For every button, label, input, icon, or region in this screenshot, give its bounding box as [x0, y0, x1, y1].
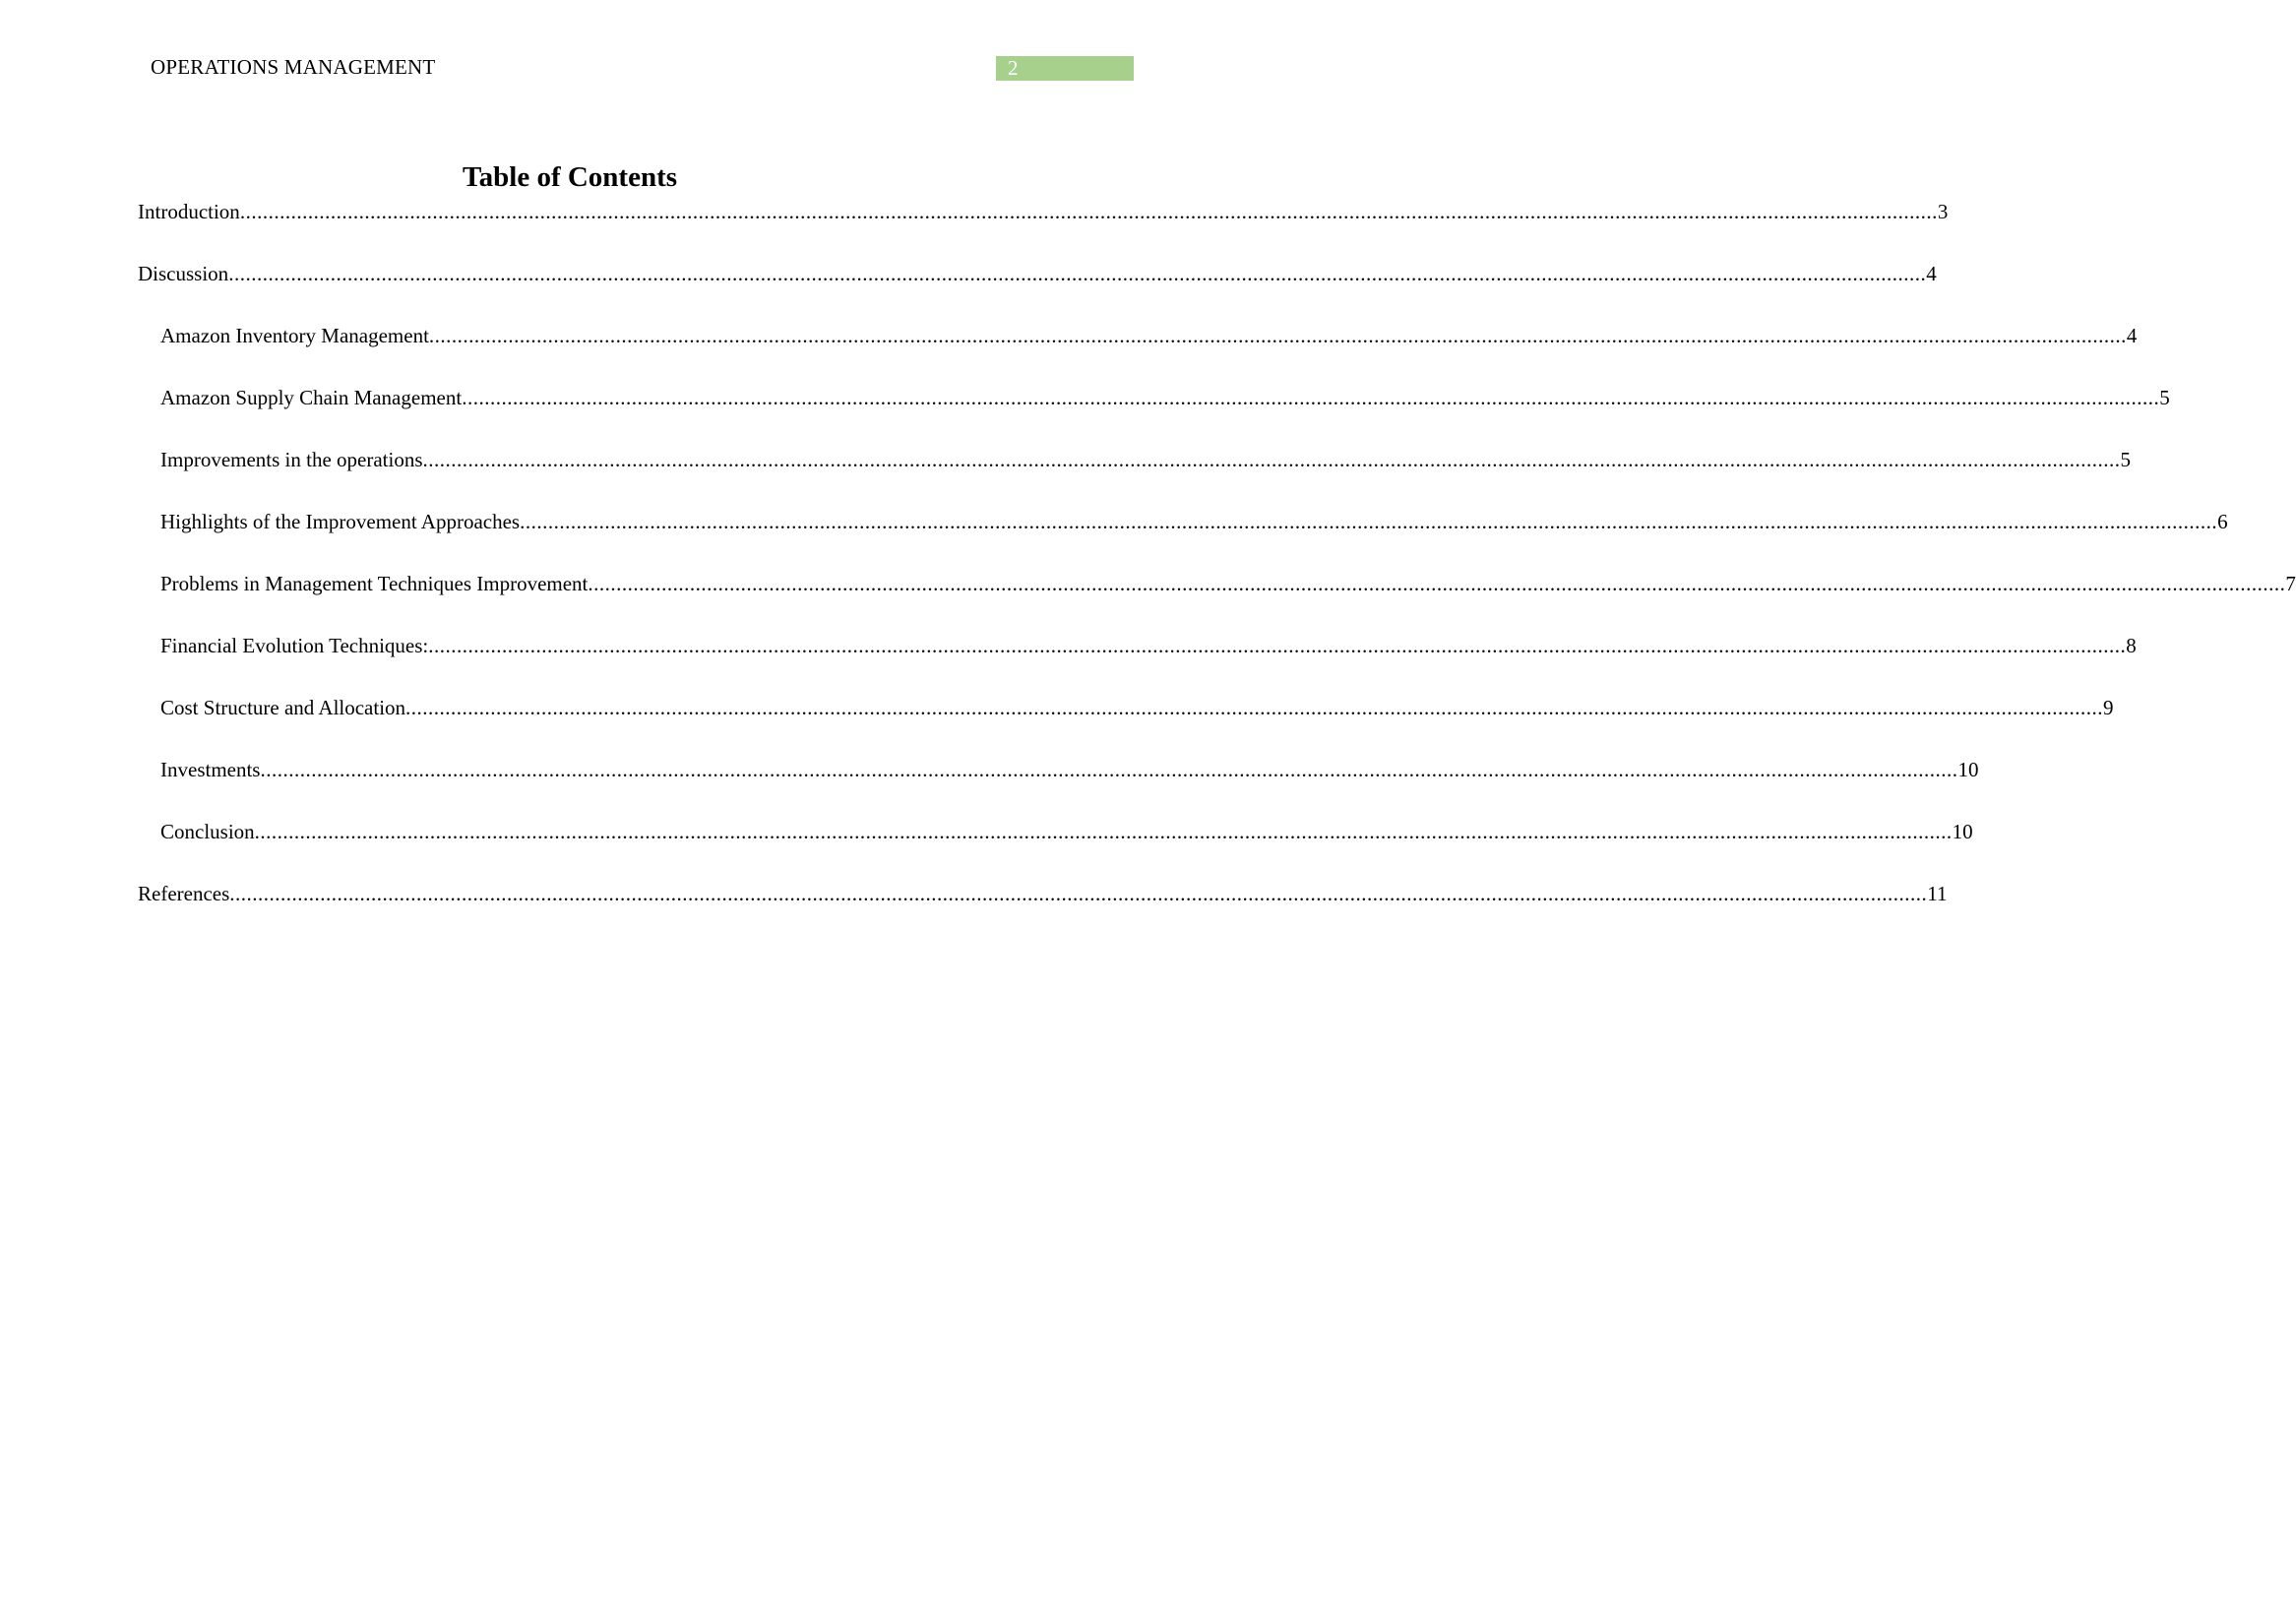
toc-title: Table of Contents: [462, 161, 678, 193]
toc-entry-page-number[interactable]: 4: [1926, 262, 1937, 285]
toc-entry[interactable]: [138, 565, 2296, 627]
toc-dot-leader: ............................................................................................................................................................................................................................................................................................................: [254, 820, 1953, 843]
running-head: OPERATIONS MANAGEMENT: [151, 55, 436, 79]
toc-dot-leader: ............................................................................................................................................................................................................................................................................................................: [239, 200, 1938, 223]
toc-entry-page-number[interactable]: 8: [2126, 634, 2137, 657]
toc-entry[interactable]: [138, 379, 2170, 441]
toc-entry-label[interactable]: Discussion: [138, 255, 228, 292]
toc-entry-page-number[interactable]: 10: [1952, 820, 1973, 843]
toc-entry-label[interactable]: Introduction: [138, 193, 240, 230]
toc-entry[interactable]: [138, 813, 1973, 875]
toc-entry[interactable]: [138, 441, 2132, 503]
toc-dot-leader: ............................................................................................................................................................................................................................................................................................................: [405, 696, 2104, 719]
toc-dot-leader: ............................................................................................................................................................................................................................................................................................................: [462, 386, 2160, 409]
toc-entry[interactable]: [138, 255, 1937, 317]
toc-entry-label[interactable]: Conclusion: [160, 813, 255, 850]
page-number-badge: [996, 56, 1134, 81]
toc-dot-leader: ............................................................................................................................................................................................................................................................................................................: [428, 634, 2127, 657]
toc-entry-label[interactable]: Amazon Inventory Management: [160, 317, 429, 354]
toc-entry-label[interactable]: Amazon Supply Chain Management: [160, 379, 462, 416]
toc-entry-label[interactable]: Problems in Management Techniques Improvement: [160, 565, 588, 602]
toc-entry-page-number[interactable]: 11: [1927, 882, 1948, 905]
toc-entry-label[interactable]: Cost Structure and Allocation: [160, 689, 405, 726]
page-number: 2: [1008, 56, 1019, 80]
toc-dot-leader: ............................................................................................................................................................................................................................................................................................................: [229, 882, 1928, 905]
toc-entry-label[interactable]: Improvements in the operations: [160, 441, 423, 478]
toc-dot-leader: ............................................................................................................................................................................................................................................................................................................: [228, 262, 1927, 285]
toc-entry-page-number[interactable]: 4: [2126, 324, 2138, 347]
toc-entry-page-number[interactable]: 3: [1937, 200, 1949, 223]
toc-entry[interactable]: [138, 875, 1948, 937]
toc-entry[interactable]: [138, 751, 1979, 813]
toc-entry-label[interactable]: Financial Evolution Techniques:: [160, 627, 428, 664]
toc-entry[interactable]: [138, 503, 2228, 565]
toc-dot-leader: ............................................................................................................................................................................................................................................................................................................: [588, 572, 2286, 595]
toc-dot-leader: ............................................................................................................................................................................................................................................................................................................: [520, 510, 2218, 533]
toc-entry-label[interactable]: Investments: [160, 751, 260, 788]
table-of-contents: [138, 193, 2296, 937]
toc-dot-leader: ............................................................................................................................................................................................................................................................................................................: [260, 758, 1958, 781]
toc-entry-page-number[interactable]: 10: [1957, 758, 1979, 781]
toc-entry[interactable]: [138, 627, 2137, 689]
toc-entry-page-number[interactable]: 5: [2120, 448, 2132, 471]
toc-entry-label[interactable]: Highlights of the Improvement Approaches: [160, 503, 520, 540]
toc-entry-page-number[interactable]: 9: [2103, 696, 2114, 719]
toc-entry-page-number[interactable]: 7: [2285, 572, 2296, 595]
toc-entry[interactable]: [138, 689, 2114, 751]
toc-entry[interactable]: [138, 317, 2138, 379]
toc-entry[interactable]: [138, 193, 1949, 255]
toc-entry-page-number[interactable]: 6: [2217, 510, 2228, 533]
toc-dot-leader: ............................................................................................................................................................................................................................................................................................................: [422, 448, 2121, 471]
toc-entry-label[interactable]: References: [138, 875, 229, 912]
page-header: [0, 0, 1140, 98]
toc-entry-page-number[interactable]: 5: [2159, 386, 2170, 409]
toc-dot-leader: ............................................................................................................................................................................................................................................................................................................: [428, 324, 2127, 347]
